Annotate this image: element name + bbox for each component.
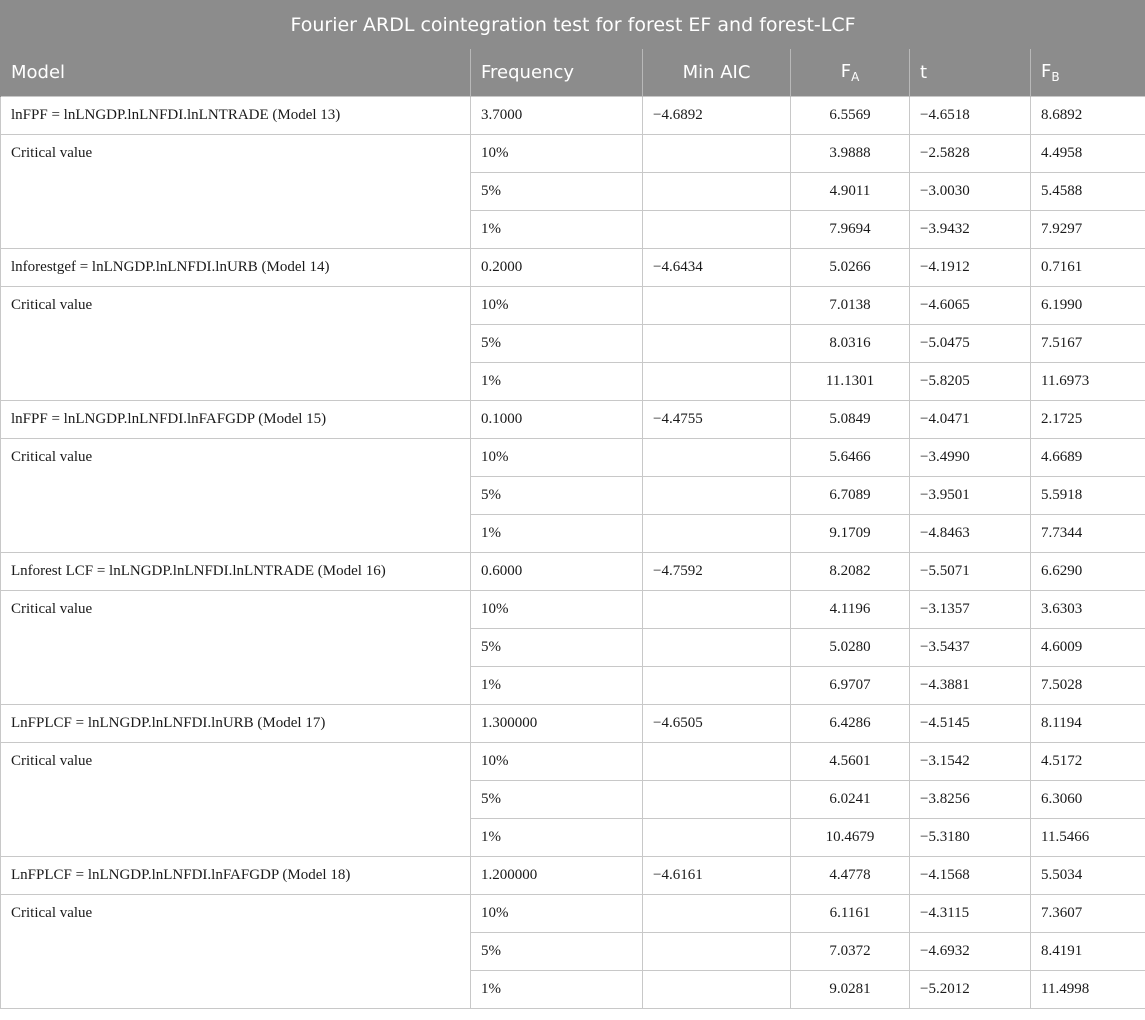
model-name: LnFPLCF = lnLNGDP.lnLNFDI.lnURB (Model 17) [1,705,471,743]
critical-fb-value: 4.6009 [1031,629,1145,667]
critical-fb-value: 6.1990 [1031,287,1145,325]
significance-level: 1% [471,819,643,857]
model-row [1,705,1145,743]
critical-value-label: Critical value [1,895,471,1009]
critical-fb-value: 7.9297 [1031,211,1145,249]
significance-level: 5% [471,933,643,971]
empty-cell [643,781,791,819]
critical-t-value: −4.3881 [910,667,1031,705]
significance-level: 1% [471,971,643,1009]
significance-level: 5% [471,629,643,667]
critical-value-label: Critical value [1,287,471,401]
critical-t-value: −4.6932 [910,933,1031,971]
critical-value-row [1,895,1145,933]
critical-fa-value: 7.0372 [791,933,910,971]
model-name: lnFPF = lnLNGDP.lnLNFDI.lnFAFGDP (Model 15) [1,401,471,439]
fb-value: 8.1194 [1031,705,1145,743]
critical-t-value: −3.1357 [910,591,1031,629]
critical-fb-value: 7.5167 [1031,325,1145,363]
model-row [1,553,1145,591]
critical-fa-value: 6.0241 [791,781,910,819]
significance-level: 5% [471,781,643,819]
header-model: Model [1,49,471,97]
min-aic-value: −4.6434 [643,249,791,287]
critical-t-value: −4.3115 [910,895,1031,933]
critical-value-label: Critical value [1,591,471,705]
significance-level: 1% [471,363,643,401]
critical-value-row [1,135,1145,173]
critical-fb-value: 4.5172 [1031,743,1145,781]
model-row [1,857,1145,895]
critical-fa-value: 4.9011 [791,173,910,211]
critical-fa-value: 4.5601 [791,743,910,781]
model-row [1,97,1145,135]
critical-fb-value: 5.4588 [1031,173,1145,211]
critical-t-value: −3.8256 [910,781,1031,819]
critical-t-value: −3.1542 [910,743,1031,781]
header-fb [1031,49,1145,97]
frequency-value: 1.200000 [471,857,643,895]
significance-level: 1% [471,667,643,705]
critical-value-row [1,439,1145,477]
fb-value: 8.6892 [1031,97,1145,135]
critical-fa-value: 9.1709 [791,515,910,553]
fa-value: 5.0266 [791,249,910,287]
significance-level: 1% [471,515,643,553]
critical-fb-value: 7.7344 [1031,515,1145,553]
critical-fb-value: 11.6973 [1031,363,1145,401]
empty-cell [643,325,791,363]
significance-level: 10% [471,895,643,933]
critical-fa-value: 10.4679 [791,819,910,857]
critical-fb-value: 7.5028 [1031,667,1145,705]
significance-level: 5% [471,173,643,211]
min-aic-value: −4.6892 [643,97,791,135]
empty-cell [643,819,791,857]
empty-cell [643,971,791,1009]
t-value: −4.0471 [910,401,1031,439]
empty-cell [643,629,791,667]
fb-value: 5.5034 [1031,857,1145,895]
min-aic-value: −4.6161 [643,857,791,895]
fa-value: 5.0849 [791,401,910,439]
critical-fb-value: 5.5918 [1031,477,1145,515]
critical-fb-value: 4.6689 [1031,439,1145,477]
model-name: lnforestgef = lnLNGDP.lnLNFDI.lnURB (Model 14) [1,249,471,287]
t-value: −4.1568 [910,857,1031,895]
significance-level: 10% [471,743,643,781]
fa-value: 8.2082 [791,553,910,591]
table-title: Fourier ARDL cointegration test for forest EF and forest-LCF [1,1,1145,49]
critical-fb-value: 11.5466 [1031,819,1145,857]
fb-value: 2.1725 [1031,401,1145,439]
significance-level: 10% [471,135,643,173]
table-body [1,97,1145,1009]
critical-t-value: −2.5828 [910,135,1031,173]
critical-value-row [1,287,1145,325]
critical-fa-value: 9.0281 [791,971,910,1009]
header-fb-main: F [1041,61,1052,82]
min-aic-value: −4.6505 [643,705,791,743]
header-t: t [910,49,1031,97]
header-fa-sub: A [851,70,860,84]
header-fa-main: F [840,61,852,82]
critical-fb-value: 7.3607 [1031,895,1145,933]
critical-value-label: Critical value [1,439,471,553]
empty-cell [643,743,791,781]
frequency-value: 0.6000 [471,553,643,591]
critical-fa-value: 4.1196 [791,591,910,629]
fa-value: 6.4286 [791,705,910,743]
header-row [1,49,1145,97]
frequency-value: 0.1000 [471,401,643,439]
header-min-aic: Min AIC [643,49,791,97]
critical-t-value: −5.3180 [910,819,1031,857]
t-value: −4.6518 [910,97,1031,135]
critical-fa-value: 11.1301 [791,363,910,401]
empty-cell [643,477,791,515]
frequency-value: 3.7000 [471,97,643,135]
critical-fa-value: 5.6466 [791,439,910,477]
significance-level: 1% [471,211,643,249]
fb-value: 6.6290 [1031,553,1145,591]
critical-t-value: −3.9501 [910,477,1031,515]
critical-fa-value: 7.9694 [791,211,910,249]
model-name: lnFPF = lnLNGDP.lnLNFDI.lnLNTRADE (Model 13) [1,97,471,135]
critical-fa-value: 5.0280 [791,629,910,667]
significance-level: 5% [471,325,643,363]
t-value: −4.1912 [910,249,1031,287]
critical-t-value: −3.0030 [910,173,1031,211]
model-name: LnFPLCF = lnLNGDP.lnLNFDI.lnFAFGDP (Model 18) [1,857,471,895]
critical-t-value: −3.4990 [910,439,1031,477]
critical-value-row [1,743,1145,781]
min-aic-value: −4.7592 [643,553,791,591]
t-value: −5.5071 [910,553,1031,591]
frequency-value: 1.300000 [471,705,643,743]
header-frequency: Frequency [471,49,643,97]
critical-value-label: Critical value [1,743,471,857]
significance-level: 10% [471,287,643,325]
empty-cell [643,287,791,325]
critical-fa-value: 3.9888 [791,135,910,173]
critical-fa-value: 6.1161 [791,895,910,933]
critical-fa-value: 8.0316 [791,325,910,363]
critical-value-row [1,591,1145,629]
critical-fa-value: 6.9707 [791,667,910,705]
fa-value: 4.4778 [791,857,910,895]
critical-t-value: −3.9432 [910,211,1031,249]
empty-cell [643,895,791,933]
significance-level: 5% [471,477,643,515]
t-value: −4.5145 [910,705,1031,743]
critical-t-value: −5.2012 [910,971,1031,1009]
fa-value: 6.5569 [791,97,910,135]
critical-value-label: Critical value [1,135,471,249]
critical-fb-value: 6.3060 [1031,781,1145,819]
empty-cell [643,211,791,249]
critical-t-value: −5.0475 [910,325,1031,363]
header-fb-sub: B [1051,70,1060,84]
model-row [1,249,1145,287]
min-aic-value: −4.4755 [643,401,791,439]
critical-fa-value: 6.7089 [791,477,910,515]
empty-cell [643,363,791,401]
empty-cell [643,173,791,211]
critical-fb-value: 8.4191 [1031,933,1145,971]
critical-t-value: −3.5437 [910,629,1031,667]
frequency-value: 0.2000 [471,249,643,287]
empty-cell [643,667,791,705]
empty-cell [643,135,791,173]
critical-fa-value: 7.0138 [791,287,910,325]
header-fa [791,49,910,97]
significance-level: 10% [471,591,643,629]
empty-cell [643,515,791,553]
critical-fb-value: 11.4998 [1031,971,1145,1009]
critical-t-value: −4.8463 [910,515,1031,553]
fb-value: 0.7161 [1031,249,1145,287]
empty-cell [643,933,791,971]
significance-level: 10% [471,439,643,477]
critical-t-value: −4.6065 [910,287,1031,325]
model-row [1,401,1145,439]
critical-fb-value: 4.4958 [1031,135,1145,173]
critical-fb-value: 3.6303 [1031,591,1145,629]
empty-cell [643,591,791,629]
critical-t-value: −5.8205 [910,363,1031,401]
model-name: Lnforest LCF = lnLNGDP.lnLNFDI.lnLNTRADE (Model 16) [1,553,471,591]
empty-cell [643,439,791,477]
